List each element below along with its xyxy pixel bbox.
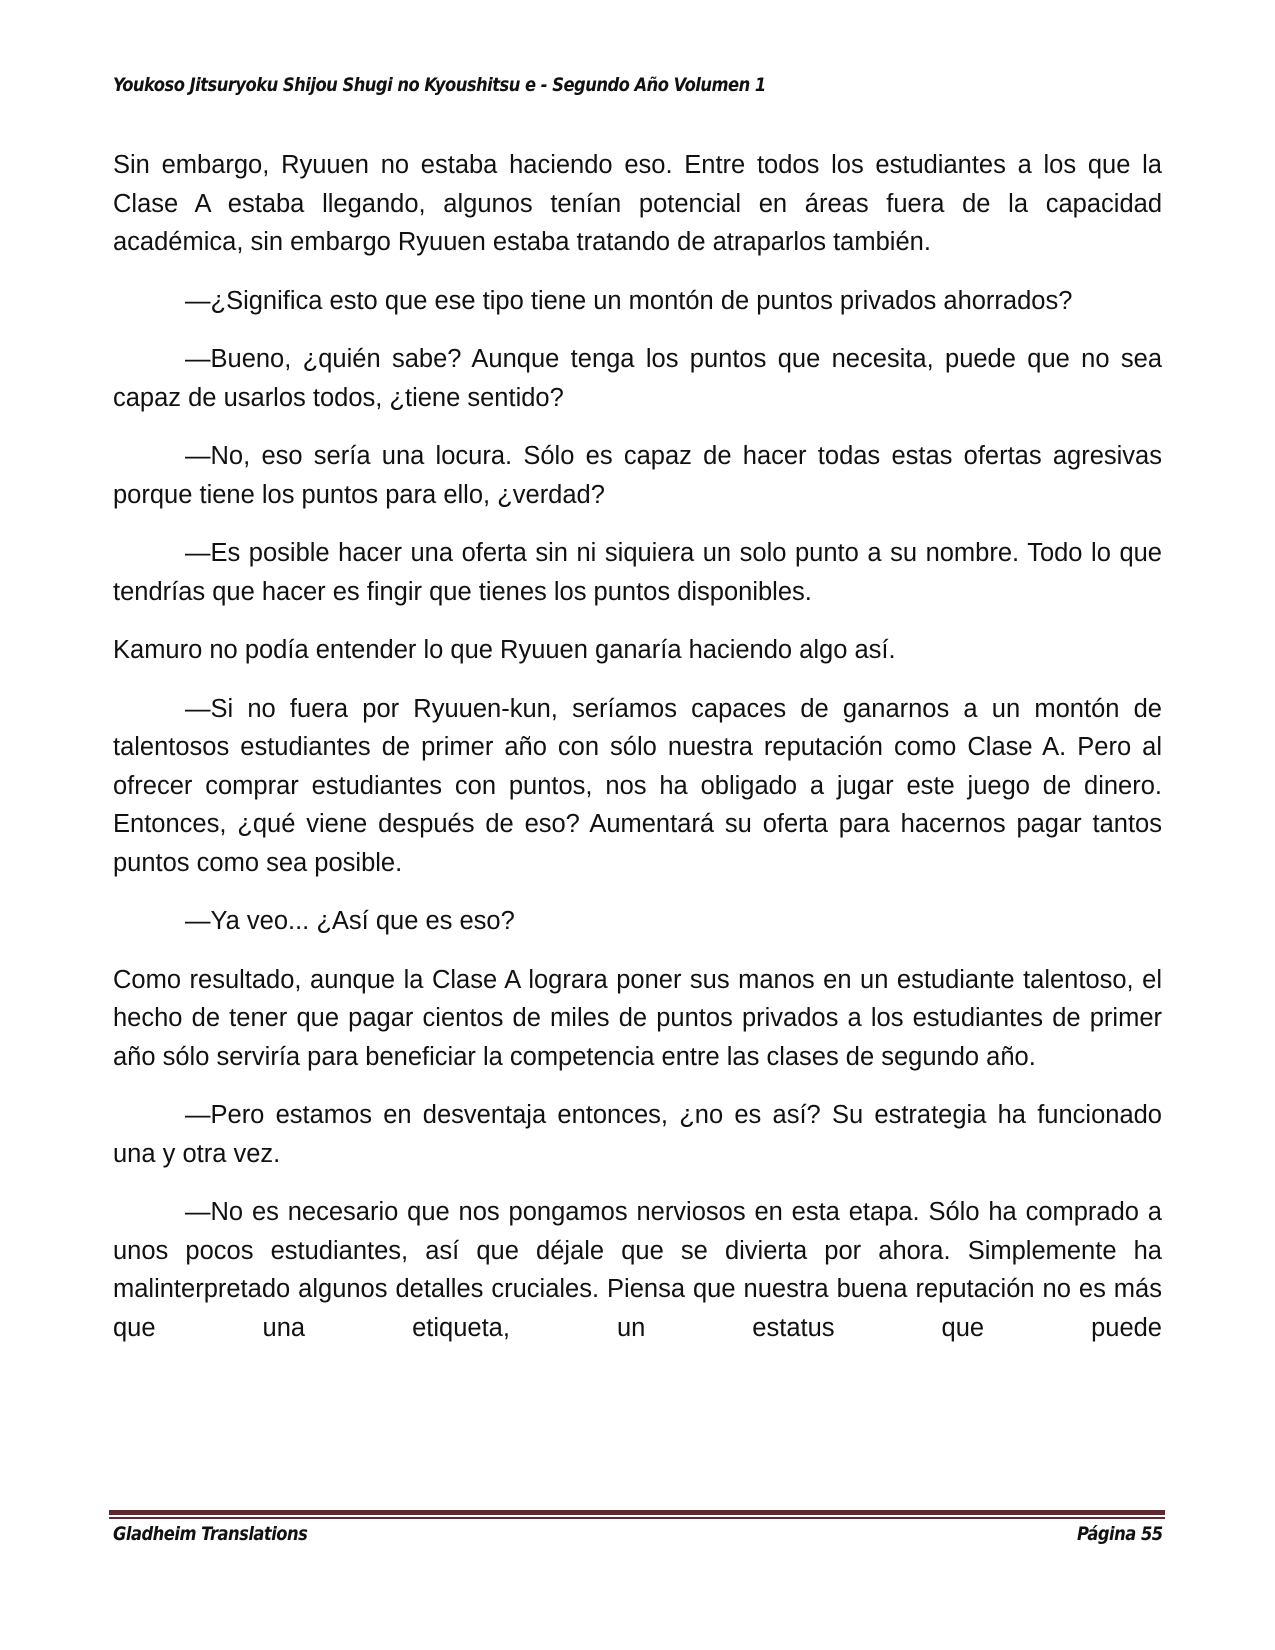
paragraph: —Es posible hacer una oferta sin ni siquiera un solo punto a su nombre. Todo lo que tendrías que hacer es fingir que tienes los puntos disponibles. bbox=[113, 539, 1162, 606]
paragraph: —No, eso sería una locura. Sólo es capaz de hacer todas estas ofertas agresivas porque tiene los puntos para ello, ¿verdad? bbox=[113, 442, 1162, 509]
body-text bbox=[113, 146, 1162, 1367]
paragraph: —Ya veo... ¿Así que es eso? bbox=[185, 907, 515, 935]
paragraph: Como resultado, aunque la Clase A lograra poner sus manos en un estudiante talentoso, el hecho de tener que pagar cientos de miles de puntos privados a los estudiantes de primer año sólo serviría para beneficiar la competencia entre las clases de segundo año. bbox=[113, 965, 1162, 1071]
paragraph: —Si no fuera por Ryuuen-kun, seríamos capaces de ganarnos a un montón de talentosos estudiantes de primer año con sólo nuestra reputación como Clase A. Pero al ofrecer comprar estudiantes con puntos, nos ha obligado a jugar este juego de dinero. Entonces, ¿qué viene después de eso? Aumentará su oferta para hacernos pagar tantos puntos como sea posible. bbox=[113, 694, 1162, 877]
paragraph: —¿Significa esto que ese tipo tiene un montón de puntos privados ahorrados? bbox=[185, 286, 1073, 315]
paragraph: Sin embargo, Ryuuen no estaba haciendo eso. Entre todos los estudiantes a los que la Clase A estaba llegando, algunos tenían potencial en áreas fuera de la capacidad académica, sin embargo Ryuuen estaba tratando de atraparlos también. bbox=[113, 151, 1162, 256]
footer-credit: Gladheim Translations bbox=[113, 1523, 308, 1545]
footer-rule-thick bbox=[109, 1510, 1165, 1515]
paragraph: —No es necesario que nos pongamos nerviosos en esta etapa. Sólo ha comprado a unos pocos estudiantes, así que déjale que se divierta por ahora. Simplemente ha malinterpretado algunos detalles cruciales. Piensa que nuestra buena reputación no es más que una etiqueta, un estatus que puede bbox=[113, 1198, 1162, 1342]
running-header: Youkoso Jitsuryoku Shijou Shugi no Kyoushitsu e - Segundo Año Volumen 1 bbox=[113, 74, 766, 96]
paragraph: —Pero estamos en desventaja entonces, ¿no es así? Su estrategia ha funcionado una y otra vez. bbox=[113, 1101, 1162, 1168]
page-number: Página 55 bbox=[1077, 1523, 1163, 1545]
paragraph: —Bueno, ¿quién sabe? Aunque tenga los puntos que necesita, puede que no sea capaz de usarlos todos, ¿tiene sentido? bbox=[113, 345, 1162, 412]
footer-rule-thin bbox=[109, 1517, 1165, 1519]
paragraph: Kamuro no podía entender lo que Ryuuen ganaría haciendo algo así. bbox=[113, 636, 896, 664]
